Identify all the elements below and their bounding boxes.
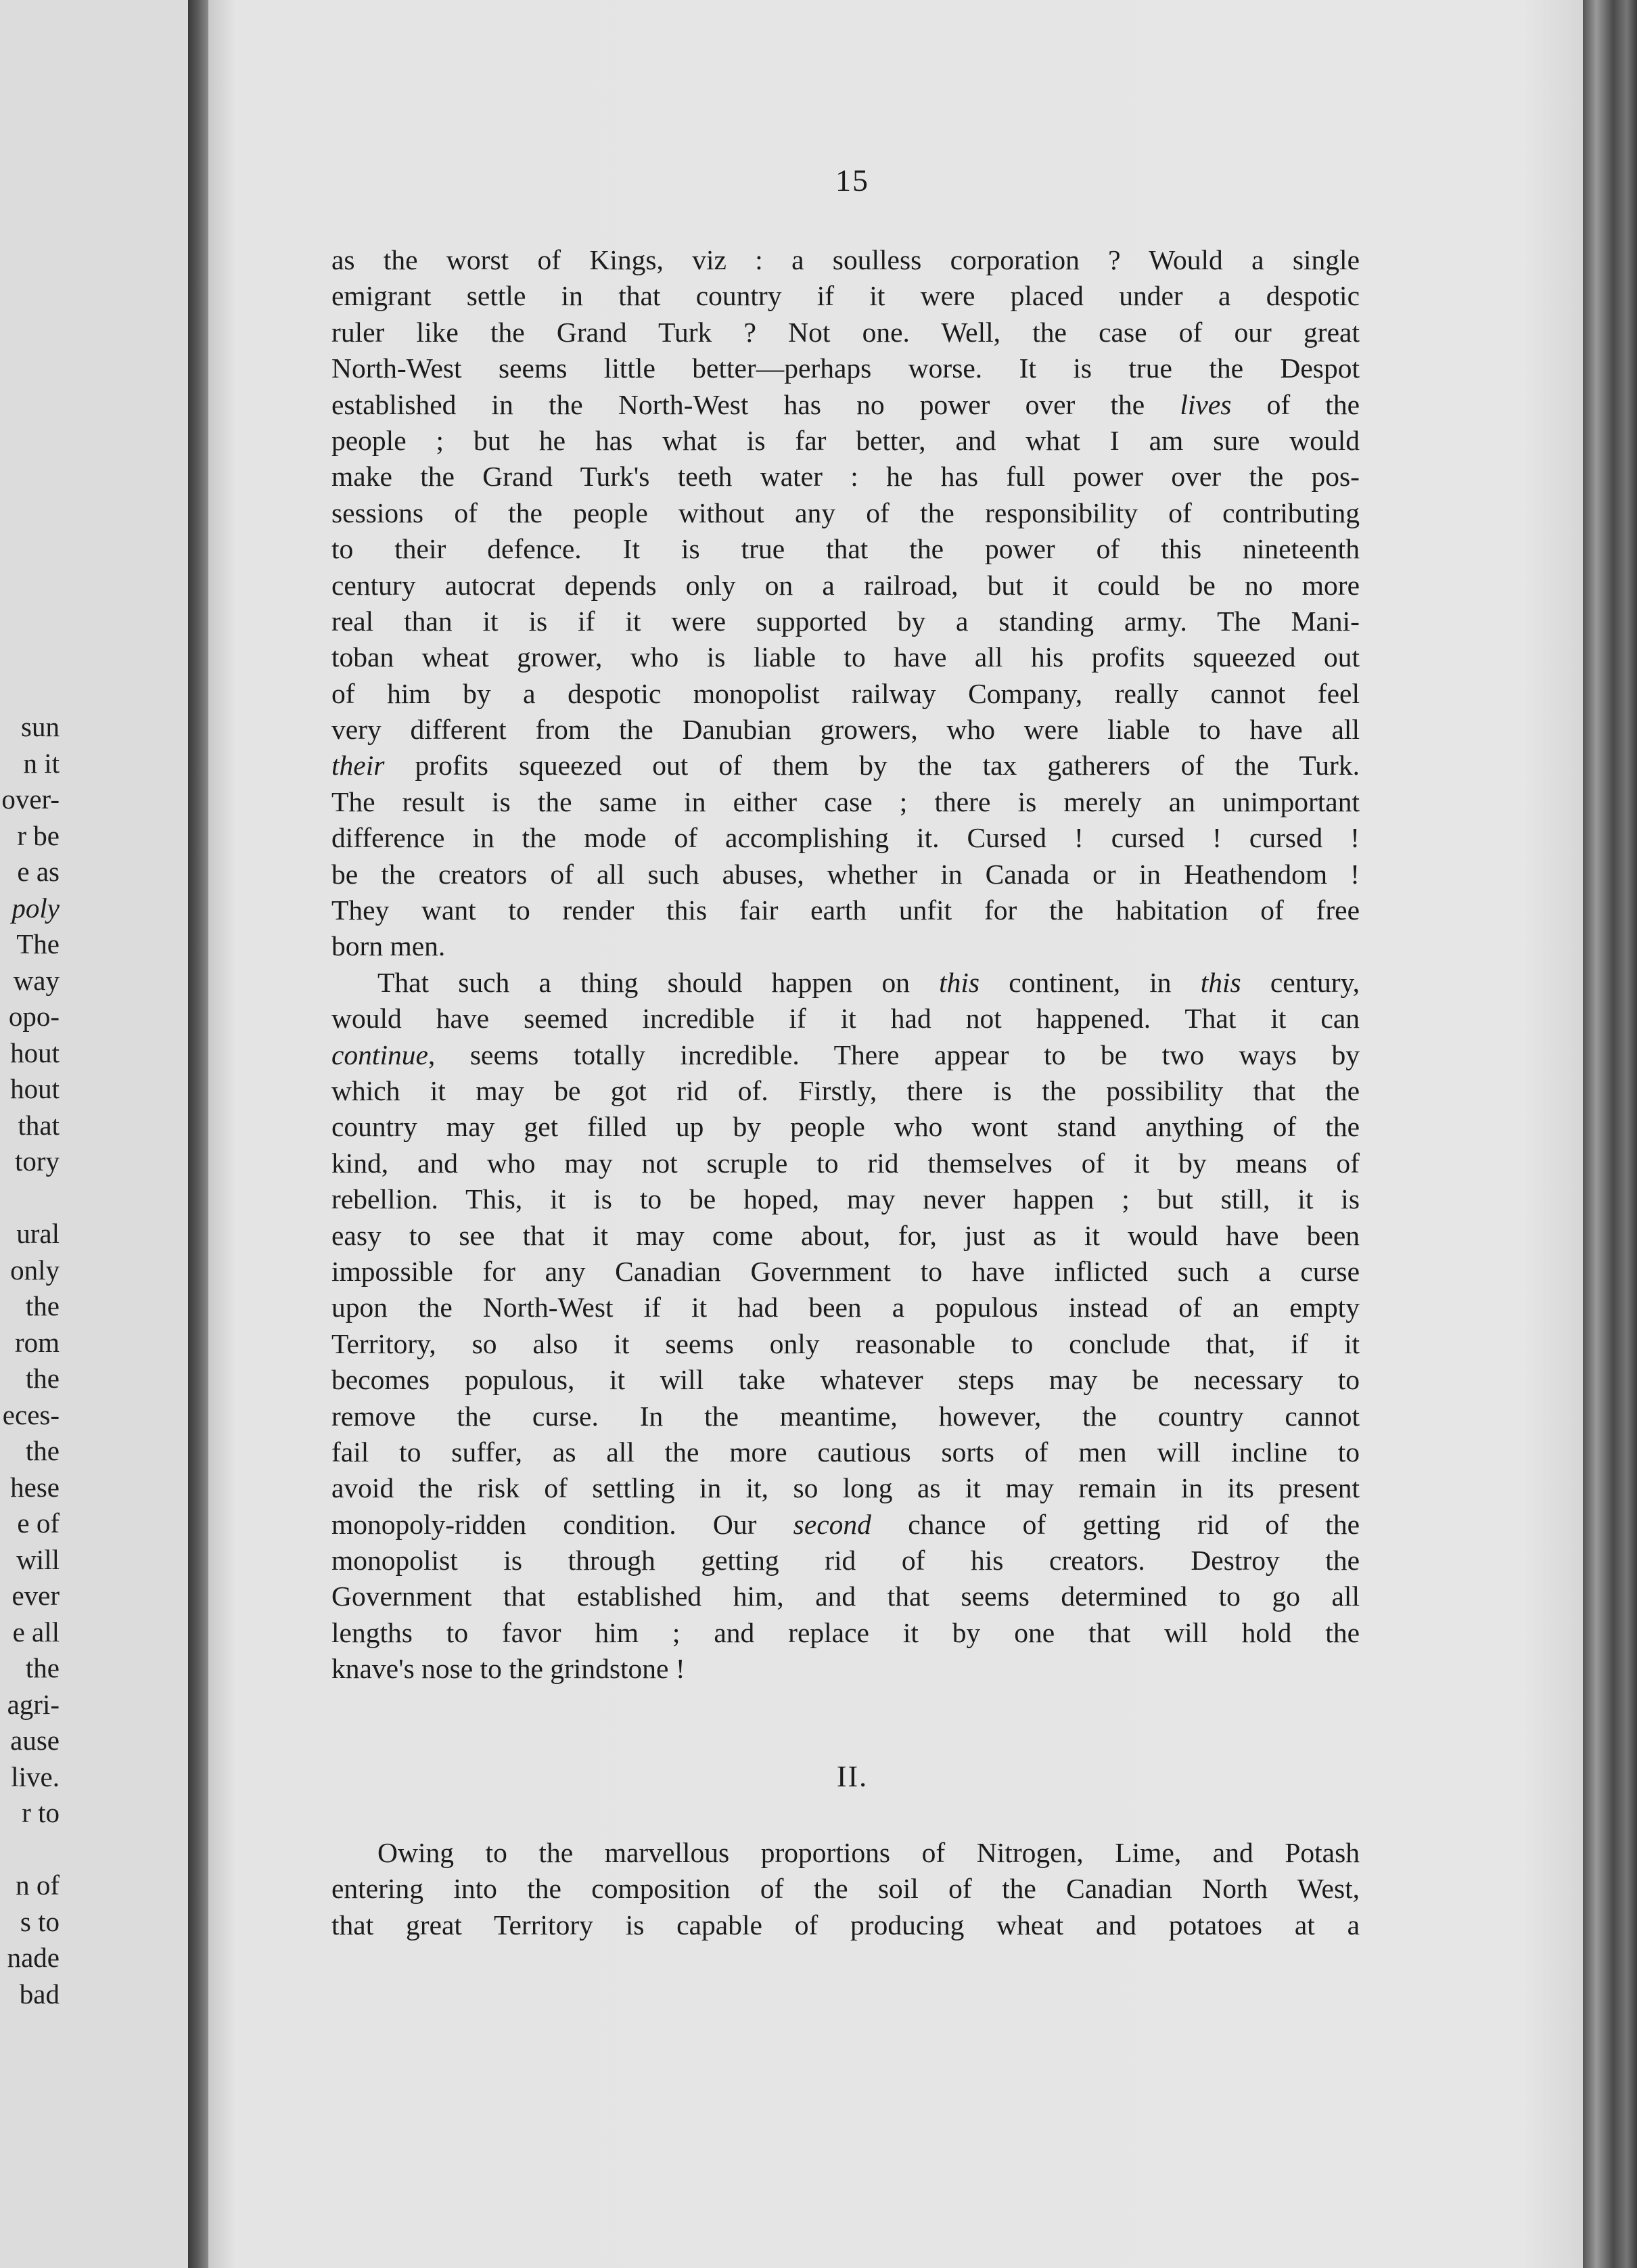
text-line: people ; but he has what is far better, and what I am sure would — [331, 424, 1360, 456]
text-line: They want to render this fair earth unfit for the habitation of free — [331, 894, 1360, 926]
emphasized-word: this — [939, 966, 980, 998]
text-run: established in the North-West has no power over the — [331, 388, 1180, 420]
text-line: sessions of the people without any of the responsibility of contributing — [331, 497, 1360, 528]
text-line: monopolist is through getting rid of his creators. Destroy the — [331, 1545, 1360, 1577]
facing-page-line: hese — [10, 1471, 60, 1503]
text-line: as the worst of Kings, viz : a soulless corporation ? Would a single — [331, 244, 1360, 275]
text-line: upon the North-West if it had been a populous instead of an empty — [331, 1292, 1360, 1323]
emphasized-word: their — [331, 750, 385, 781]
section-heading: II. — [836, 1760, 869, 1793]
text-line: easy to see that it may come about, for, just as it would have been — [331, 1219, 1360, 1251]
facing-page-line: eces- — [2, 1399, 60, 1430]
emphasized-word: second — [793, 1508, 871, 1540]
text-line: country may get filled up by people who wont stand anything of the — [331, 1111, 1360, 1143]
text-line: century autocrat depends only on a railroad, but it could be no more — [331, 569, 1360, 601]
text-line: would have seemed incredible if it had not happened. That it can — [331, 1003, 1360, 1035]
facing-page-line: over- — [1, 784, 60, 815]
facing-page-line: that — [18, 1109, 60, 1141]
page-number: 15 — [835, 163, 869, 198]
facing-page-line: bad — [19, 1978, 60, 2010]
text-line: The result is the same in either case ; there is merely an unimportant — [331, 786, 1360, 817]
text-line — [331, 387, 1360, 423]
emphasized-word: continue — [331, 1039, 428, 1070]
text-line: that great Territory is capable of producing wheat and potatoes at a — [331, 1909, 1360, 1941]
facing-page-line: hout — [10, 1037, 60, 1068]
facing-page-line — [0, 1832, 60, 1868]
text-line — [331, 748, 1360, 784]
text-run: , seems totally incredible. There appear to be two ways by — [428, 1039, 1360, 1070]
text-line — [331, 1507, 1360, 1543]
facing-page-fragment — [0, 0, 188, 2268]
facing-page-line: s to — [20, 1905, 60, 1937]
facing-page-line: the — [25, 1363, 60, 1394]
text-run: chance of getting rid of the — [871, 1508, 1360, 1540]
facing-page-line: ever — [11, 1580, 60, 1611]
text-line: real than it is if it were supported by a standing army. The Mani- — [331, 605, 1360, 637]
facing-page-line: n of — [16, 1869, 60, 1901]
facing-page-line: The — [16, 928, 60, 959]
facing-page-line — [0, 1180, 60, 1217]
facing-page-line: ause — [10, 1725, 60, 1756]
text-line — [331, 1037, 1360, 1073]
text-line: avoid the risk of settling in it, so long as it may remain in its present — [331, 1472, 1360, 1504]
facing-page-line: hout — [10, 1073, 60, 1104]
text-line: entering into the composition of the soil of the Canadian North West, — [331, 1873, 1360, 1905]
book-gutter — [188, 0, 208, 2268]
text-line: ruler like the Grand Turk ? Not one. Well, the case of our great — [331, 316, 1360, 348]
facing-page-line: opo- — [8, 1001, 60, 1032]
text-line: difference in the mode of accomplishing it. Cursed ! cursed ! cursed ! — [331, 822, 1360, 854]
emphasized-word: this — [1200, 966, 1241, 998]
section-two-text — [331, 1835, 1360, 1943]
text-line: Government that established him, and that seems determined to go all — [331, 1581, 1360, 1612]
text-line: of him by a despotic monopolist railway Company, really cannot feel — [331, 677, 1360, 709]
text-line: make the Grand Turk's teeth water : he has full power over the pos- — [331, 461, 1360, 493]
text-line: be the creators of all such abuses, whether in Canada or in Heathendom ! — [331, 858, 1360, 890]
text-line: remove the curse. In the meantime, however, the country cannot — [331, 1400, 1360, 1432]
text-line: becomes populous, it will take whatever steps may be necessary to — [331, 1364, 1360, 1396]
text-line: emigrant settle in that country if it were placed under a despotic — [331, 280, 1360, 312]
text-run: of the — [1231, 388, 1360, 420]
facing-page-line: will — [16, 1543, 60, 1575]
text-line: Territory, so also it seems only reasonable to conclude that, if it — [331, 1328, 1360, 1359]
facing-page-line: e of — [17, 1507, 60, 1539]
text-run: century, — [1241, 966, 1360, 998]
text-line: to their defence. It is true that the power of this nineteenth — [331, 533, 1360, 565]
text-line: Owing to the marvellous proportions of Nitrogen, Lime, and Potash — [377, 1837, 1360, 1868]
facing-page-text — [0, 709, 60, 2012]
text-run: profits squeezed out of them by the tax gatherers of the Turk. — [384, 750, 1360, 781]
facing-page-line: live. — [11, 1761, 60, 1792]
facing-page-line: the — [25, 1290, 60, 1321]
facing-page-line: way — [13, 964, 60, 996]
facing-page-line: r be — [17, 819, 60, 851]
text-line: fail to suffer, as all the more cautious sorts of men will incline to — [331, 1436, 1360, 1468]
text-run: That such a thing should happen on — [377, 966, 940, 998]
facing-page-line: poly — [11, 892, 60, 924]
text-line: impossible for any Canadian Government to have inflicted such a curse — [331, 1255, 1360, 1287]
facing-page-line: e as — [17, 856, 60, 887]
text-line: very different from the Danubian growers, who were liable to have all — [331, 714, 1360, 746]
facing-page-line: only — [10, 1254, 60, 1286]
text-line: toban wheat grower, who is liable to have all his profits squeezed out — [331, 641, 1360, 673]
facing-page-line: the — [25, 1435, 60, 1466]
facing-page-line: tory — [14, 1146, 60, 1177]
text-line — [331, 965, 1360, 1001]
facing-page-line: agri- — [7, 1688, 60, 1720]
facing-page-line: n it — [23, 747, 60, 779]
facing-page-line: nade — [7, 1942, 60, 1973]
text-line: born men. — [331, 930, 446, 962]
page-edge — [1583, 0, 1637, 2268]
text-line: which it may be got rid of. Firstly, there is the possibility that the — [331, 1074, 1360, 1106]
facing-page-line: ural — [16, 1218, 60, 1249]
text-run: monopoly-ridden condition. Our — [331, 1508, 793, 1540]
text-run: continent, in — [979, 966, 1201, 998]
text-line: rebellion. This, it is to be hoped, may never happen ; but still, it is — [331, 1183, 1360, 1215]
facing-page-line: r to — [22, 1797, 60, 1828]
facing-page-line: sun — [21, 711, 60, 742]
facing-page-line: e all — [12, 1616, 60, 1648]
emphasized-word: lives — [1180, 388, 1232, 420]
facing-page-line: the — [25, 1652, 60, 1683]
text-line: knave's nose to the grindstone ! — [331, 1653, 685, 1685]
text-line: kind, and who may not scruple to rid themselves of it by means of — [331, 1147, 1360, 1179]
text-line: North-West seems little better—perhaps worse. It is true the Despot — [331, 353, 1360, 384]
body-text — [331, 242, 1360, 1687]
facing-page-line: rom — [14, 1326, 60, 1358]
text-line: lengths to favor him ; and replace it by one that will hold the — [331, 1616, 1360, 1648]
